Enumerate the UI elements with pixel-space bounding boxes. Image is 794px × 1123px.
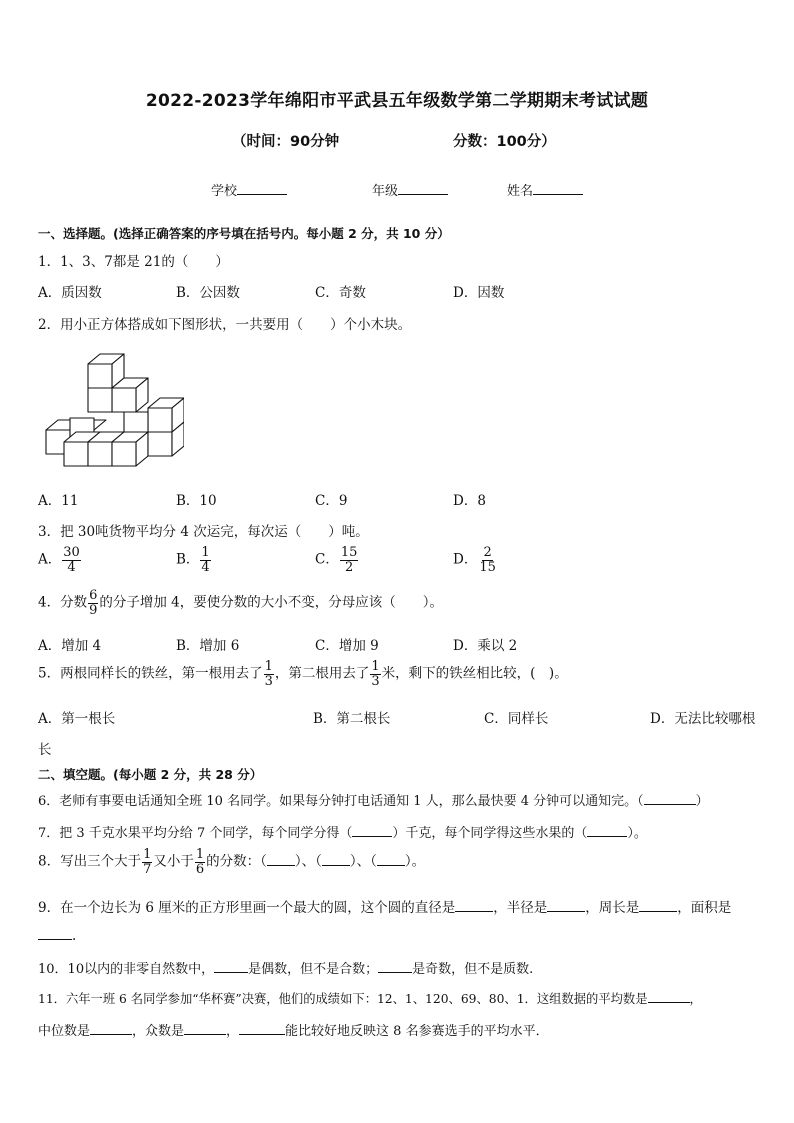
q8-text-c: 的分数：（ (206, 853, 267, 870)
question-9 (38, 896, 731, 916)
q3-option-c-fraction (340, 546, 359, 574)
q5-option-b[interactable]: B．第二根长 (313, 711, 391, 727)
q7-blank-2[interactable] (587, 825, 627, 837)
q11-blank-median[interactable] (90, 1023, 132, 1035)
denominator: 4 (67, 559, 76, 575)
q3-option-a-fraction (62, 546, 81, 574)
q3-option-b[interactable] (176, 546, 212, 574)
section2-heading: 二、填空题。(每小题 2 分，共 28 分） (38, 767, 263, 782)
q6-blank[interactable] (644, 793, 696, 805)
q10-text-a: 10．10以内的非零自然数中， (38, 962, 215, 977)
name-field (507, 180, 583, 199)
q3-option-c[interactable] (315, 546, 359, 574)
numerator: 2 (483, 545, 492, 560)
q11-blank-mean[interactable] (648, 991, 690, 1003)
q11-text-b: ， (689, 992, 702, 1006)
q1-option-a[interactable]: A．质因数 (38, 285, 102, 301)
q8-text-f: ）。 (404, 853, 426, 870)
q11-text-f: 能比较好地反映这 8 名参赛选手的平均水平． (285, 1024, 549, 1039)
q8-fraction-2 (195, 848, 205, 876)
q2-option-a[interactable]: A．11 (38, 493, 79, 509)
q9-blank-radius[interactable] (547, 900, 585, 912)
q5-text-pre: 5．两根同样长的铁丝，第一根用去了 (38, 665, 263, 682)
school-field (211, 180, 287, 199)
q9-blank-circumference[interactable] (639, 900, 677, 912)
name-label: 姓名 (507, 184, 534, 199)
q10-blank-2[interactable] (378, 961, 412, 973)
q9-text-c: ，周长是 (585, 900, 640, 916)
q3-option-a[interactable] (38, 546, 82, 574)
question-7 (38, 822, 647, 841)
denominator: 4 (201, 559, 210, 575)
denominator: 7 (143, 861, 152, 877)
denominator: 2 (344, 559, 354, 575)
numerator: 15 (340, 545, 358, 560)
q10-blank-1[interactable] (214, 961, 248, 973)
question-10 (38, 958, 533, 977)
cube-bottom-front-3 (112, 432, 148, 466)
q1-option-c[interactable]: C．奇数 (315, 285, 366, 301)
q8-text-e: ）、（ (349, 853, 377, 870)
numerator: 1 (201, 545, 210, 560)
q9-text-d: ，面积是 (677, 900, 732, 916)
question-3: 3．把 30吨货物平均分 4 次运完，每次运（ ）吨。 (38, 524, 369, 540)
q4-option-a[interactable]: A．增加 4 (38, 638, 102, 654)
q9-text-b: ，半径是 (493, 900, 548, 916)
q7-text-c: ）。 (627, 826, 647, 841)
q2-option-d[interactable]: D．8 (453, 493, 486, 509)
q5-fraction-2 (370, 660, 380, 688)
cube-level2-right (112, 378, 148, 412)
q11-text-a: 11．六年一班 6 名同学参加“华杯赛”决赛，他们的成绩如下：12、1、120、69、80、1．这组数据的平均数是 (38, 992, 648, 1006)
question-6 (38, 790, 709, 809)
question-9-line2 (38, 928, 76, 944)
question-5 (38, 660, 568, 688)
denominator: 3 (264, 673, 273, 689)
q8-blank-3[interactable] (377, 854, 405, 866)
q2-option-b[interactable]: B．10 (176, 493, 217, 509)
numerator: 1 (143, 847, 152, 862)
q3-option-b-fraction (200, 546, 210, 574)
q8-blank-2[interactable] (322, 854, 350, 866)
q5-option-a[interactable]: A．第一根长 (38, 711, 116, 727)
q6-text-end: ） (695, 794, 709, 809)
question-2: 2．用小正方体搭成如下图形状，一共要用（ ）个小木块。 (38, 317, 412, 333)
question-4 (38, 589, 443, 617)
q5-option-d-wrap: 长 (38, 742, 52, 758)
question-1: 1．1、3、7都是 21的（ ） (38, 254, 229, 270)
q11-text-c: 中位数是 (38, 1024, 91, 1039)
section1-heading: 一、选择题。(选择正确答案的序号填在括号内。每小题 2 分，共 10 分） (38, 226, 450, 241)
q8-text-d: ）、（ (294, 853, 322, 870)
q10-text-b: 是偶数，但不是合数； (248, 962, 379, 977)
question-11-line2 (38, 1020, 549, 1039)
q4-option-d[interactable]: D．乘以 2 (453, 638, 518, 654)
q5-option-d[interactable]: D．无法比较哪根 (650, 711, 756, 727)
numerator: 30 (63, 545, 80, 560)
q8-blank-1[interactable] (267, 854, 295, 866)
school-label: 学校 (211, 184, 238, 199)
q8-text-a: 8．写出三个大于 (38, 853, 142, 870)
numerator: 1 (195, 847, 205, 862)
denominator: 3 (371, 673, 380, 689)
grade-field (372, 180, 448, 199)
school-blank[interactable] (237, 183, 287, 195)
q1-option-b[interactable]: B．公因数 (176, 285, 240, 301)
cube-level2-left (88, 388, 112, 412)
q4-fraction (88, 589, 98, 617)
q3-option-d-fraction (478, 546, 497, 574)
q9-blank-diameter[interactable] (455, 900, 493, 912)
q3-option-b-label: B． (176, 551, 200, 568)
denominator: 15 (479, 559, 496, 575)
score-label: 分数：100分） (453, 134, 556, 150)
q11-blank-best[interactable] (239, 1023, 285, 1035)
q9-text-e: . (72, 928, 77, 944)
q8-fraction-1 (142, 848, 152, 876)
grade-blank[interactable] (398, 183, 448, 195)
q5-option-c[interactable]: C．同样长 (484, 711, 549, 727)
q9-text-a: 9．在一个边长为 6 厘米的正方形里画一个最大的圆，这个圆的直径是 (38, 900, 456, 916)
q7-blank-1[interactable] (352, 825, 392, 837)
denominator: 6 (195, 861, 205, 877)
q11-text-d: ，众数是 (132, 1024, 185, 1039)
time-label: （时间：90分钟 (232, 134, 340, 150)
exam-title: 2022-2023学年绵阳市平武县五年级数学第二学期期末考试试题 (145, 91, 649, 111)
cube-stack-figure (44, 352, 184, 470)
q1-option-d[interactable]: D．因数 (453, 285, 505, 301)
q4-option-b[interactable]: B．增加 6 (176, 638, 240, 654)
q5-text-mid: ，第二根用去了 (274, 665, 370, 682)
q4-text-post: 的分子增加 4，要使分数的大小不变，分母应该（ ）。 (99, 594, 444, 611)
question-11 (38, 989, 702, 1007)
denominator: 9 (89, 602, 98, 618)
q2-option-c[interactable]: C．9 (315, 493, 348, 509)
q11-text-e: ， (226, 1024, 240, 1039)
q10-text-c: 是奇数，但不是质数. (412, 962, 534, 977)
q3-option-d[interactable] (453, 546, 498, 574)
q8-text-b: 又小于 (153, 853, 194, 870)
q11-blank-mode[interactable] (184, 1023, 226, 1035)
question-8 (38, 848, 425, 876)
q7-text-a: 7．把 3 千克水果平均分给 7 个同学，每个同学分得（ (38, 826, 353, 841)
numerator: 1 (264, 659, 273, 674)
q9-blank-area[interactable] (38, 928, 72, 940)
name-blank[interactable] (533, 183, 583, 195)
q5-text-post: 米，剩下的铁丝相比较，( )。 (381, 665, 568, 682)
q5-fraction-1 (264, 660, 274, 688)
q4-text-pre: 4．分数 (38, 594, 88, 611)
grade-label: 年级 (372, 184, 399, 199)
q4-option-c[interactable]: C．增加 9 (315, 638, 379, 654)
numerator: 1 (371, 659, 380, 674)
q6-text: 6．老师有事要电话通知全班 10 名同学。如果每分钟打电话通知 1 人，那么最快要 4 分钟可以通知完。（ (38, 794, 644, 809)
numerator: 6 (89, 588, 98, 603)
q3-option-d-label: D． (453, 551, 478, 568)
q7-text-b: ）千克，每个同学得这些水果的（ (392, 826, 588, 841)
q3-option-c-label: C． (315, 551, 339, 568)
q3-option-a-label: A． (38, 551, 62, 568)
